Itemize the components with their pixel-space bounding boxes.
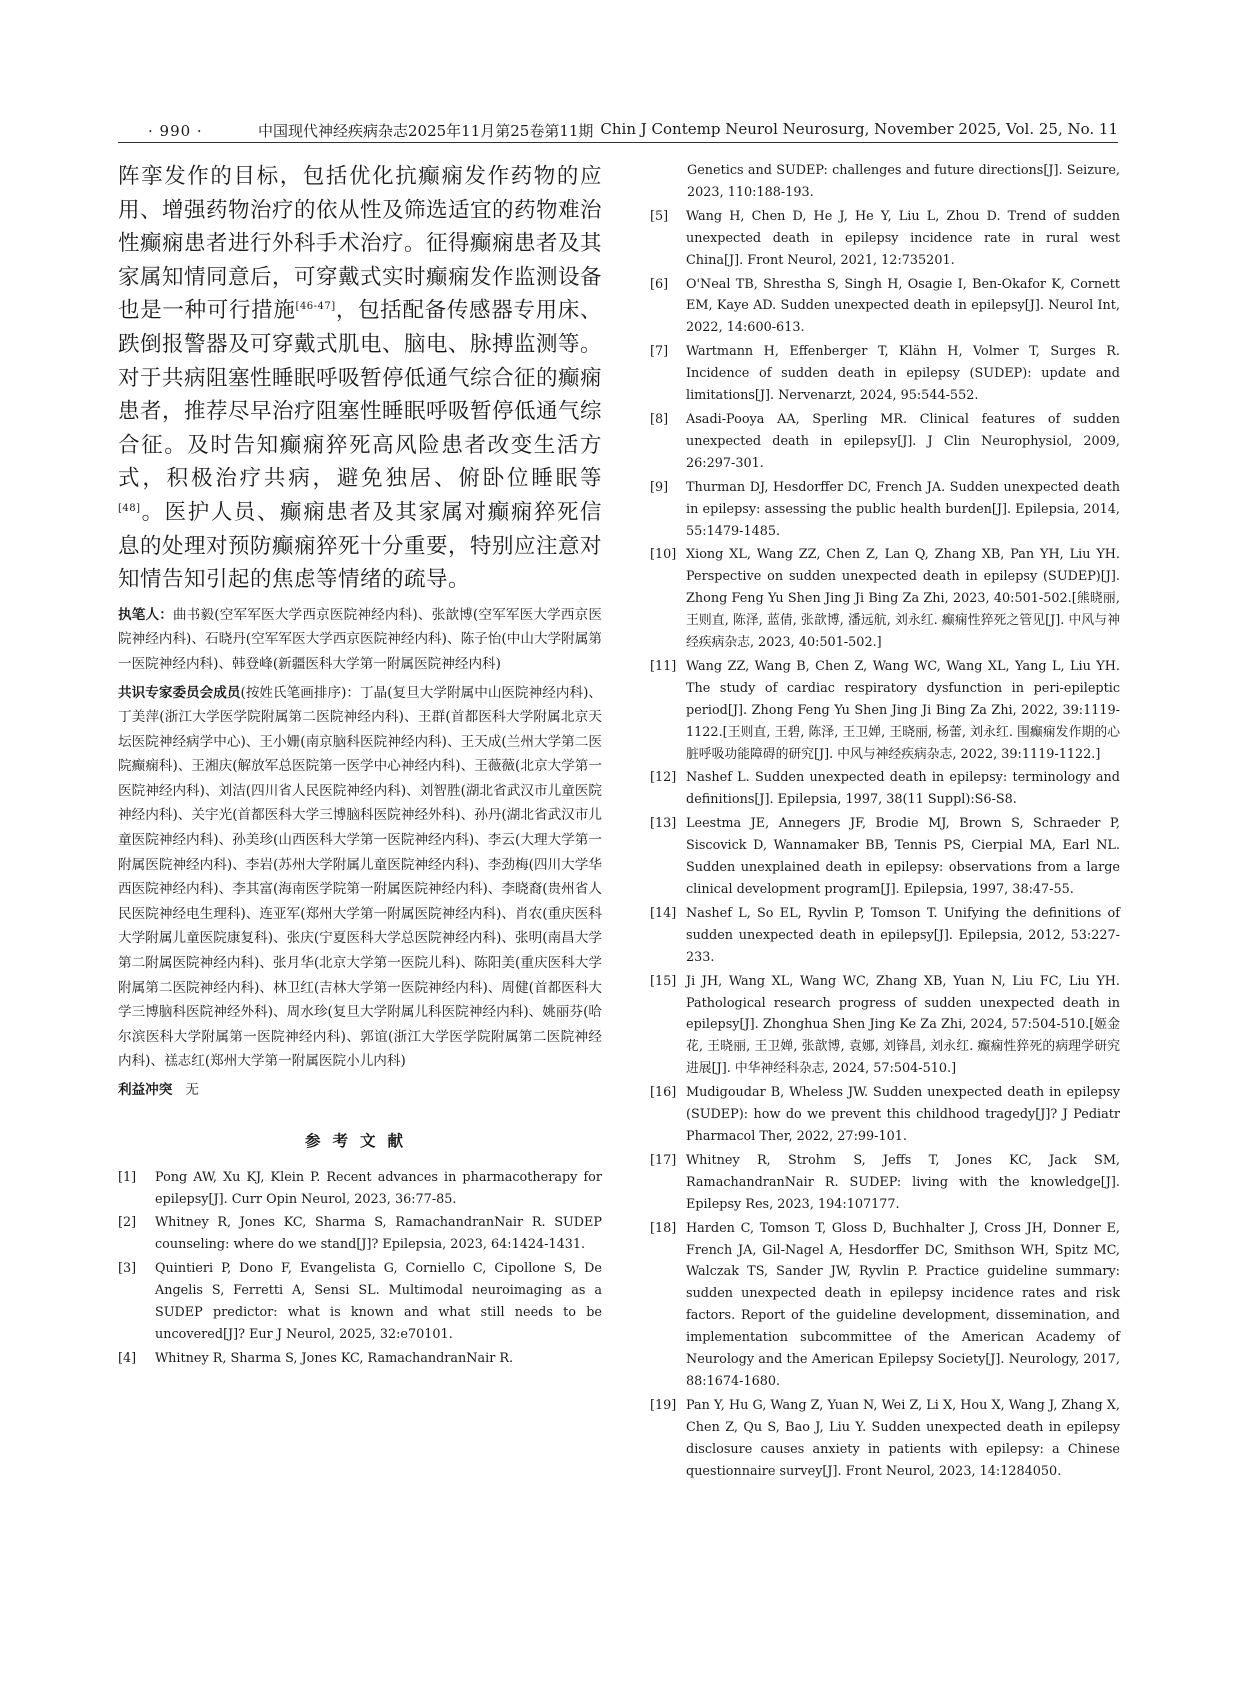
reference-item (650, 274, 1120, 340)
reference-text: Wartmann H, Effenberger T, Klähn H, Volmer T, Surges R. Incidence of sudden death in epilepsy (SUDEP): update and limitations[J]. Nervenarzt, 2024, 95:544-552. (686, 344, 1120, 404)
reference-text: Wang ZZ, Wang B, Chen Z, Wang WC, Wang XL, Yang L, Liu YH. The study of cardiac respiratory dysfunction in peri-epileptic period[J]. Zhong Feng Yu Shen Jing Ji Bing Za Zhi, 2022, 39:1119-1122.[王则直, 王碧, 陈泽, 王卫婵, 王晓丽, 杨蕾, 刘永红. 围癫痫发作期的心脏呼吸功能障碍的研究[J]. 中风与神经疾病杂志, 2022, 39:1119-1122.] (686, 658, 1120, 762)
reference-item-continued (650, 160, 1120, 204)
reference-number: [12] (650, 770, 677, 786)
citation-46-47[interactable]: [46-47] (295, 301, 336, 313)
journal-title-cn: 中国现代神经疾病杂志2025年11月第25卷第11期 (258, 122, 594, 140)
conflict-of-interest (118, 1078, 602, 1103)
reference-item (650, 477, 1120, 543)
reference-item (650, 1150, 1120, 1216)
experts-label: 共识专家委员会成员 (118, 684, 241, 701)
body-text-1: 阵挛发作的目标，包括优化抗癫痫发作药物的应用、增强药物治疗的依从性及筛选适宜的药物难治性癫痫患者进行外科手术治疗。征得癫痫患者及其家属知情同意后，可穿戴式实时癫痫发作监测设备也是一种可行措施 (118, 164, 603, 324)
authors-label: 执笔人： (118, 606, 174, 623)
reference-text: Quintieri P, Dono F, Evangelista G, Corniello C, Cipollone S, De Angelis S, Ferretti A, Sensi SL. Multimodal neuroimaging as a SUDEP predictor: what is known and what still needs to be uncovered[J]? Eur J Neurol, 2025, 32:e70101. (155, 1261, 602, 1342)
experts-text: (按姓氏笔画排序)：丁晶(复旦大学附属中山医院神经内科)、丁美萍(浙江大学医学院附属第二医院神经内科)、王群(首都医科大学附属北京天坛医院神经病学中心)、王小姗(南京脑科医院神经内科)、王天成(兰州大学第二医院癫痫科)、王湘庆(解放军总医院第一医学中心神经内科)、王薇薇(北京大学第一医院神经内科)、刘洁(四川省人民医院神经内科)、刘智胜(湖北省武汉市儿童医院神经内科)、关宇光(首都医科大学三博脑科医院神经外科)、孙丹(湖北省武汉市儿童医院神经内科)、孙美珍(山西医科大学第一医院神经内科)、李云(大理大学第一附属医院神经内科)、李岩(苏州大学附属儿童医院神经内科)、李劲梅(四川大学华西医院神经内科)、李其富(海南医学院第一附属医院神经内科)、李晓裔(贵州省人民医院神经电生理科)、连亚军(郑州大学第一附属医院神经内科)、肖农(重庆医科大学附属儿童医院康复科)、张庆(宁夏医科大学总医院神经内科)、张明(南昌大学第二附属医院神经内科)、张月华(北京大学第一医院儿科)、陈阳美(重庆医科大学附属第二医院神经内科)、林卫红(吉林大学第一医院神经内科)、周健(首都医科大学三博脑科医院神经外科)、周水珍(复旦大学附属儿科医院神经内科)、姚丽芬(哈尔滨医科大学附属第一医院神经内科)、郭谊(浙江大学医学院附属第二医院神经内科)、禚志红(郑州大学第一附属医院小儿内科) (118, 684, 603, 1070)
reference-number: [4] (118, 1350, 137, 1366)
references-list-right (650, 160, 1120, 1482)
reference-number: [18] (650, 1220, 677, 1236)
reference-text: Wang H, Chen D, He J, He Y, Liu L, Zhou D. Trend of sudden unexpected death in epilepsy incidence rate in rural west China[J]. Front Neurol, 2021, 12:735201. (686, 208, 1120, 268)
reference-number: [14] (650, 905, 677, 921)
reference-number: [8] (650, 411, 669, 427)
reference-text: Asadi-Pooya AA, Sperling MR. Clinical features of sudden unexpected death in epilepsy[J]. J Clin Neurophysiol, 2009, 26:297-301. (686, 411, 1120, 471)
reference-text: Harden C, Tomson T, Gloss D, Buchhalter J, Cross JH, Donner E, French JA, Gil-Nagel A, Hesdorffer DC, Smithson WH, Spitz MC, Walczak TS, Sander JW, Ryvlin P. Practice guideline summary: sudden unexpected death in epilepsy incidence rates and risk factors. Report of the guideline development, dissemination, and implementation subcommittee of the American Academy of Neurology and the American Epilepsy Society[J]. Neurology, 2017, 88:1674-1680. (686, 1220, 1120, 1389)
reference-text: Whitney R, Sharma S, Jones KC, RamachandranNair R. (155, 1350, 514, 1366)
experts-block (118, 681, 602, 1075)
reference-number: [10] (650, 547, 677, 563)
reference-number: [5] (650, 208, 669, 224)
reference-text: Genetics and SUDEP: challenges and future directions[J]. Seizure, 2023, 110:188-193. (687, 163, 1120, 200)
page-number: · 990 · (148, 122, 203, 140)
reference-text: Nashef L. Sudden unexpected death in epilepsy: terminology and definitions[J]. Epilepsia, 1997, 38(11 Suppl):S6-S8. (686, 770, 1120, 808)
running-header (118, 112, 1118, 143)
body-paragraph (118, 160, 602, 597)
reference-item (650, 971, 1120, 1081)
reference-item (118, 1212, 602, 1256)
journal-title-en: Chin J Contemp Neurol Neurosurg, November 2025, Vol. 25, No. 11 (600, 120, 1118, 138)
coi-label: 利益冲突 (118, 1082, 173, 1098)
right-column (650, 160, 1120, 1484)
reference-number: [11] (650, 658, 677, 674)
coi-value: 无 (185, 1082, 199, 1098)
reference-text: Whitney R, Jones KC, Sharma S, RamachandranNair R. SUDEP counseling: where do we stand[J]? Epilepsia, 2023, 64:1424-1431. (155, 1215, 602, 1253)
reference-text: Ji JH, Wang XL, Wang WC, Zhang XB, Yuan N, Liu FC, Liu YH. Pathological research progress of sudden unexpected death in epilepsy[J]. Zhonghua Shen Jing Ke Za Zhi, 2024, 57:504-510.[姬金花, 王晓丽, 王卫婵, 张歆博, 袁娜, 刘锋昌, 刘永红. 癫痫性猝死的病理学研究进展[J]. 中华神经科杂志, 2024, 57:504-510.] (686, 973, 1120, 1077)
reference-text: Pan Y, Hu G, Wang Z, Yuan N, Wei Z, Li X, Hou X, Wang J, Zhang X, Chen Z, Qu S, Bao J, Liu Y. Sudden unexpected death in epilepsy disclosure causes anxiety in patients with epilepsy: a Chinese questionnaire survey[J]. Front Neurol, 2023, 14:1284050. (686, 1397, 1120, 1479)
reference-number: [2] (118, 1215, 137, 1231)
reference-item (650, 813, 1120, 901)
reference-number: [7] (650, 344, 669, 360)
authors-block (118, 603, 602, 677)
body-text-3: 。医护人员、癫痫患者及其家属对癫痫猝死信息的处理对预防癫痫猝死十分重要，特别应注意对知情告知引起的焦虑等情绪的疏导。 (118, 499, 603, 593)
reference-item (650, 1082, 1120, 1148)
body-text-2: ，包括配备传感器专用床、跌倒报警器及可穿戴式肌电、脑电、脉搏监测等。对于共病阻塞性睡眠呼吸暂停低通气综合征的癫痫患者，推荐尽早治疗阻塞性睡眠呼吸暂停低通气综合征。及时告知癫痫猝死高风险患者改变生活方式，积极治疗共病，避免独居、俯卧位睡眠等 (118, 298, 603, 492)
reference-item (650, 544, 1120, 654)
reference-number: [13] (650, 816, 677, 832)
authors-text: 曲书毅(空军军医大学西京医院神经内科)、张歆博(空军军医大学西京医院神经内科)、石晓丹(空军军医大学西京医院神经内科)、陈子怡(中山大学附属第一医院神经内科)、韩登峰(新疆医科大学第一附属医院神经内科) (118, 606, 602, 672)
reference-text: Thurman DJ, Hesdorffer DC, French JA. Sudden unexpected death in epilepsy: assessing the public health burden[J]. Epilepsia, 2014, 55:1479-1485. (686, 479, 1120, 539)
citation-48[interactable]: [48] (118, 502, 141, 514)
reference-number: [16] (650, 1085, 677, 1101)
reference-text: Mudigoudar B, Wheless JW. Sudden unexpected death in epilepsy (SUDEP): how do we prevent this childhood tragedy[J]? J Pediatr Pharmacol Ther, 2022, 27:99-101. (686, 1085, 1120, 1144)
reference-number: [3] (118, 1261, 137, 1277)
reference-text: Whitney R, Strohm S, Jeffs T, Jones KC, Jack SM, RamachandranNair R. SUDEP: living with the knowledge[J]. Epilepsy Res, 2023, 194:107177. (686, 1152, 1120, 1212)
references-heading: 参考文献 (304, 1130, 415, 1150)
reference-item (650, 206, 1120, 272)
reference-text: Leestma JE, Annegers JF, Brodie MJ, Brown S, Schraeder P, Siscovick D, Wannamaker BB, Tennis PS, Cierpial MA, Earl NL. Sudden unexplained death in epilepsy: observations from a large clinical development program[J]. Epilepsia, 1997, 38:47-55. (686, 816, 1120, 897)
reference-item (650, 341, 1120, 407)
reference-item (650, 767, 1120, 811)
reference-item (650, 1218, 1120, 1393)
reference-item (118, 1258, 602, 1346)
reference-number: [9] (650, 479, 669, 495)
reference-text: Pong AW, Xu KJ, Klein P. Recent advances in pharmacotherapy for epilepsy[J]. Curr Opin Neurol, 2023, 36:77-85. (155, 1169, 602, 1207)
reference-number: [6] (650, 276, 669, 292)
reference-number: [19] (650, 1397, 677, 1413)
reference-item (118, 1167, 602, 1211)
reference-item (118, 1348, 602, 1370)
reference-number: [17] (650, 1152, 677, 1168)
reference-text: Xiong XL, Wang ZZ, Chen Z, Lan Q, Zhang XB, Pan YH, Liu YH. Perspective on sudden unexpected death in epilepsy (SUDEP)[J]. Zhong Feng Yu Shen Jing Ji Bing Za Zhi, 2023, 40:501-502.[熊晓丽, 王则直, 陈泽, 蓝倩, 张歆博, 潘远航, 刘永红. 癫痫性猝死之管见[J]. 中风与神经疾病杂志, 2023, 40:501-502.] (686, 547, 1120, 651)
reference-number: [1] (118, 1169, 137, 1185)
left-column (118, 160, 602, 1372)
reference-item (650, 1395, 1120, 1483)
reference-item (650, 656, 1120, 766)
reference-text: Nashef L, So EL, Ryvlin P, Tomson T. Unifying the definitions of sudden unexpected death in epilepsy[J]. Epilepsia, 2012, 53:227-233. (686, 905, 1120, 965)
reference-item (650, 903, 1120, 969)
reference-text: O'Neal TB, Shrestha S, Singh H, Osagie I, Ben-Okafor K, Cornett EM, Kaye AD. Sudden unexpected death in epilepsy[J]. Neurol Int, 2022, 14:600-613. (686, 276, 1120, 336)
reference-number: [15] (650, 973, 677, 989)
reference-item (650, 409, 1120, 475)
references-list-left (118, 1167, 602, 1370)
